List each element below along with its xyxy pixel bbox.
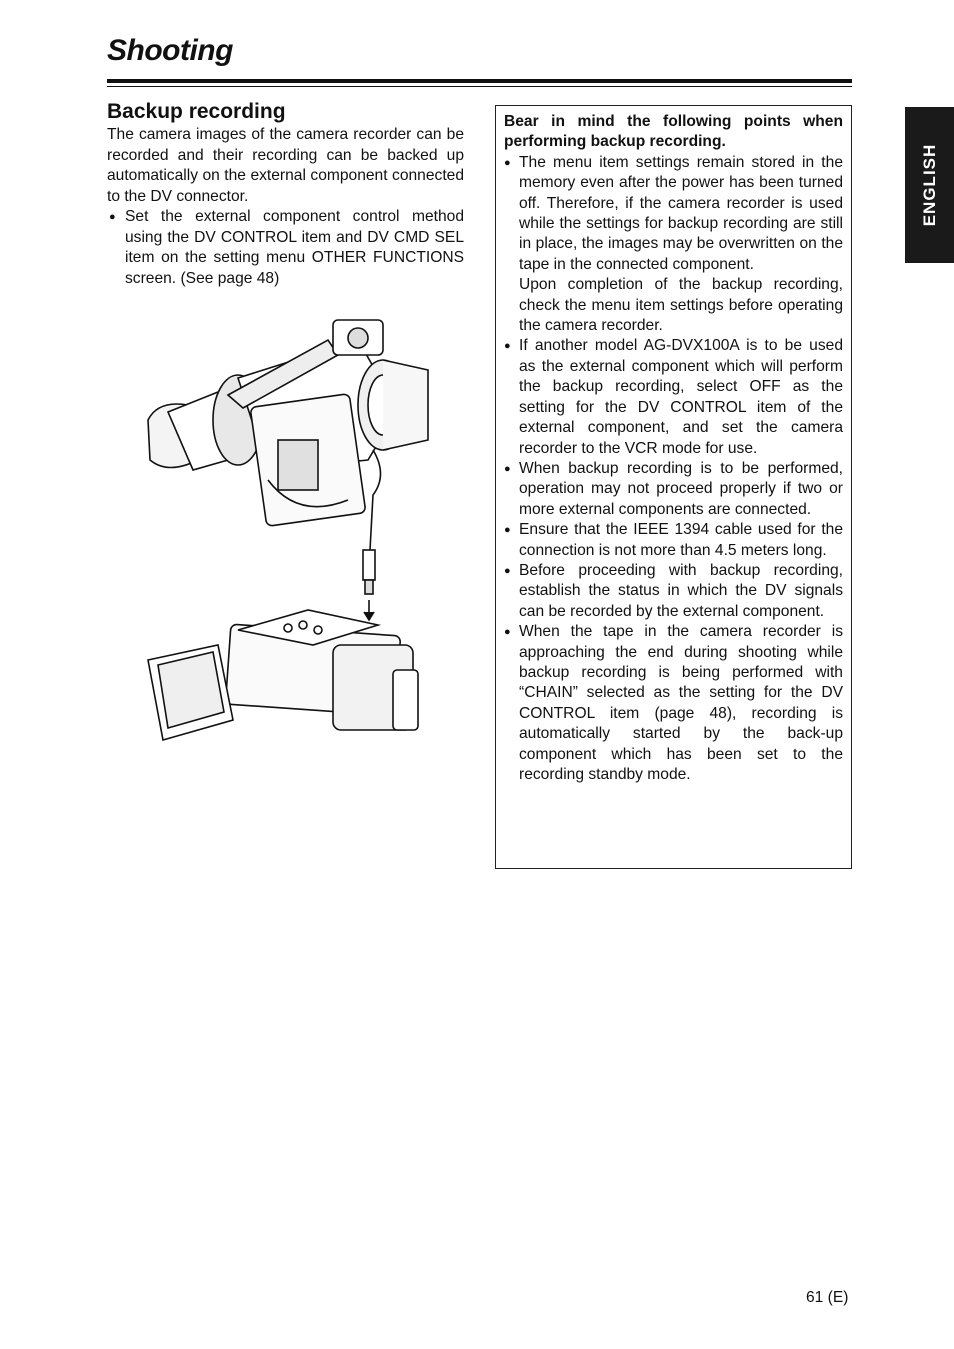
camera-connection-illustration (138, 300, 438, 750)
note-item: ● When the tape in the camera recorder is approaching the end during shooting while backup recording is being performed with “CHAIN” selected as the setting for the DV CONTROL item (page 48), recording is automatically started by the back-up component which has been set to the recording standby mode. (504, 622, 843, 785)
header-rule-thick (107, 79, 852, 83)
vcr-camera-icon (148, 610, 418, 740)
notes-heading: Bear in mind the following points when performing backup recording. (504, 113, 843, 151)
note-item: ● When backup recording is to be performed, operation may not proceed properly if two or more external components are connected. (504, 459, 843, 520)
control-method-bullet: ● Set the external component control method using the DV CONTROL item and DV CMD SEL item on the setting menu OTHER FUNCTIONS screen. (See page 48) (107, 207, 464, 289)
note-item: ● Before proceeding with backup recording, establish the status in which the DV signals can be recorded by the external component. (504, 561, 843, 622)
header-rule-thin (107, 86, 852, 87)
backup-recording-body (107, 125, 464, 289)
language-tab (905, 107, 954, 263)
camera-recorder-icon (148, 320, 428, 526)
ieee1394-cable-icon (363, 450, 381, 620)
page-section-title: Shooting (107, 34, 233, 67)
note-item: ● If another model AG-DVX100A is to be used as the external component which will perform the backup recording, select OFF as the setting for the DV CONTROL item of the external component, and set the camera recorder to the VCR mode for use. (504, 336, 843, 458)
backup-notes-box (495, 105, 852, 869)
intro-paragraph: The camera images of the camera recorder can be recorded and their recording can be backed up automatically on the external component connected to the DV connector. (107, 126, 464, 205)
note-item: ● The menu item settings remain stored in the memory even after the power has been turned off. Therefore, if the camera recorder is used while the settings for backup recording are still in place, the images may be overwritten on the tape in the connected component. (504, 153, 843, 275)
page-number: 61 (E) (806, 1289, 849, 1306)
backup-recording-heading: Backup recording (107, 100, 286, 123)
note-continuation: Upon completion of the backup recording, check the menu item settings before operating the camera recorder. (519, 276, 843, 335)
note-item: ● Ensure that the IEEE 1394 cable used for the connection is not more than 4.5 meters long. (504, 520, 843, 561)
language-tab-label: ENGLISH (919, 143, 939, 227)
